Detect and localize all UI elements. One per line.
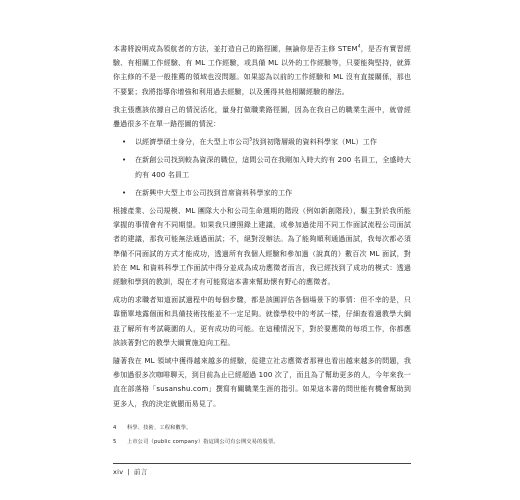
bullet-icon: • (122, 188, 127, 197)
bullet-icon: • (122, 138, 127, 147)
list-item-text: 以經濟學碩士身分，在大型上市公司 (135, 138, 250, 147)
paragraph-roadmap: 我主張應該依據自己的情況活化，量身打做職業路徑圖，因為在我自己的職業生涯中，就曾經疊過很多不在單一路徑圖的情況： (113, 105, 411, 129)
footnote-number: 5 (113, 439, 117, 445)
paragraph-text: 本書將說明成為領航者的方法，並打造自己的路徑圖，無論你是否主修 STEM (113, 45, 358, 53)
list-item (113, 186, 411, 200)
career-list (113, 135, 411, 200)
footnote (113, 423, 411, 433)
list-item (113, 135, 411, 149)
list-item (113, 153, 411, 181)
paragraph-interviews: 根據產業、公司規模、ML 團隊大小和公司生命週期的階段（例如新創階段），驅主對於我所能掌握的事情會有不同期望。如果我只遵照錄上建議，或參加過徒用不同工作面試流程公司面試者的建議，那我可能無法通過面試；不，絕對沒辦法。為了能夠順利通過面試，我每次都必須準備不同面試的方式才能成功，透過所有我個人經驗和參加過（說真的）數百次 ML 面試，對於在 ML 和資料科學工作面試中得分並成為成功應徵者而言，我已經找到了成功的模式：透過經驗和學到的教訓，現在才有可能寫這本書來幫助懷有野心的應徵者。 (113, 207, 411, 287)
footer-divider (113, 463, 411, 464)
paragraph-motivation: 隨著我在 ML 領域中獲得越來越多的經驗，從建立社志應徵者那裡也看出越來越多的問題，我參加過很多次咖啡聊天，到目前為止已經超過 100 次了，而且為了幫助更多的人，今年來我一直在部落格「susanshu.com」撰寫有關職業生涯的指引。如果這本書的問世能有機會幫助到更多人，我的決定就顯而易見了。 (113, 357, 411, 408)
page-body (113, 42, 411, 415)
list-item-text: 找到初階層級的資料科學家（ML）工作 (252, 138, 378, 147)
page-footer (113, 467, 148, 477)
footnote-text: 上市公司（public company）指這間公司有公開交易的股票。 (127, 439, 279, 445)
paragraph-text: ，是否有實習經驗、有相關工作經驗、有 ML 工作經驗，或具備 ML 以外的工作經驗等，只要能夠堅持，就算你主修的不是一般推薦的領域也沒問題。如果認為以前的工作經驗和 ML 沒有直接關係，那也不要緊；我將指導你增強和利用過去經驗，以及獲得其他相關經驗的辦法。 (113, 45, 411, 96)
footnote-text: 科學、技術、工程和數學。 (127, 425, 192, 431)
paragraph-intro (113, 42, 411, 99)
page-number: xiv (113, 468, 124, 476)
list-item-text: 在新興中大型上市公司找到首席資料科學家的工作 (135, 188, 293, 197)
footnote-ref: 4 (357, 44, 361, 50)
footnotes (113, 423, 411, 451)
paragraph-syllabus: 成功的求職者知道面試過程中的每個步驟，都是該圓評估各個場景下的事情：但不幸的是，只靠簡單地露個面和具備技術技能並不一定足夠。就像學校中的考試一樣，仔細查看過教學大綱並了解所有考試範圍的人，更有成功的可能。在這種情況下，對於要應徵的每項工作，你都應該該著對它的教學大綱實施迫向工程。 (113, 296, 411, 347)
footnote-number: 4 (113, 425, 117, 431)
list-item-text: 在新創公司找到較為資深的職位，這間公司在我剛加入時大約有 200 名員工，全盛時大約有 400 名員工 (135, 156, 411, 179)
section-name: 前言 (133, 468, 148, 476)
footnote (113, 437, 411, 447)
footer-separator: | (127, 468, 130, 476)
bullet-icon: • (122, 156, 127, 165)
footnote-ref: 5 (249, 137, 253, 143)
